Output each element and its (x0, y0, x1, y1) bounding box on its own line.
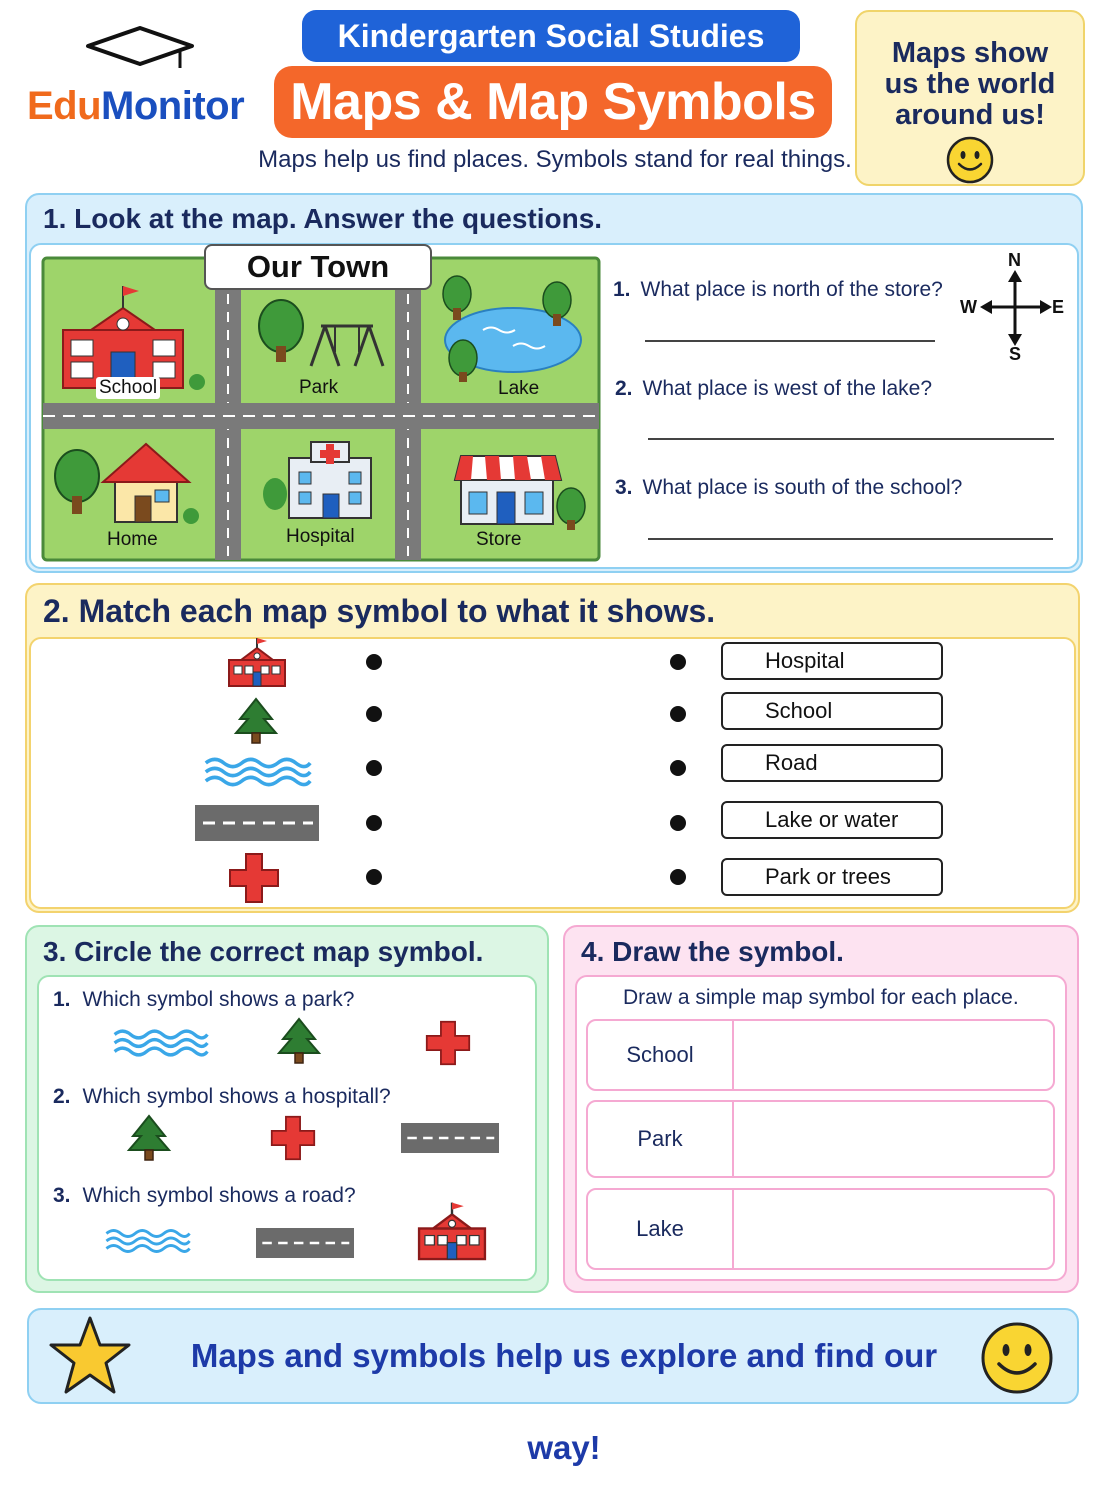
q2-option-road-icon[interactable] (401, 1123, 499, 1153)
circle-question-2: 2. Which symbol shows a hospitall? (53, 1085, 391, 1108)
match-word-school: School (721, 692, 943, 730)
match-dot-right-3[interactable] (670, 760, 686, 776)
circle-question-3: 3. Which symbol shows a road? (53, 1184, 356, 1207)
section-3-heading: 3. Circle the correct map symbol. (43, 936, 484, 967)
brand-logo (27, 84, 244, 129)
map-label-park: Park (299, 377, 339, 398)
q1-option-water-icon[interactable] (113, 1026, 209, 1060)
q2-option-tree-icon[interactable] (127, 1114, 173, 1164)
subject-banner: Kindergarten Social Studies (302, 10, 800, 62)
match-word-park: Park or trees (721, 858, 943, 896)
match-word-hospital: Hospital (721, 642, 943, 680)
match-dot-right-5[interactable] (670, 869, 686, 885)
map-question-3: 3. What place is south of the school? (615, 476, 963, 499)
note-line-3: around us! (895, 99, 1045, 131)
tree-symbol-icon (234, 697, 280, 747)
footer-message: Maps and symbols help us explore and find our way! (190, 1337, 938, 1466)
match-dot-right-2[interactable] (670, 706, 686, 722)
note-line-2: us the world (884, 68, 1056, 100)
water-symbol-icon (198, 754, 318, 790)
town-map (43, 258, 599, 560)
compass-west: W (960, 297, 977, 317)
brand-part-monitor: Monitor (101, 84, 245, 128)
smiley-icon (945, 135, 995, 185)
answer-line-3[interactable] (648, 538, 1053, 540)
draw-label-park: Park (588, 1102, 734, 1176)
match-dot-right-4[interactable] (670, 815, 686, 831)
compass-north: N (1008, 250, 1021, 270)
school-symbol-icon (222, 636, 292, 690)
match-dot-left-5[interactable] (366, 869, 382, 885)
circle-question-1: 1. Which symbol shows a park? (53, 988, 355, 1011)
compass-south: S (1009, 344, 1022, 364)
star-icon (47, 1314, 133, 1398)
match-dot-left-2[interactable] (366, 706, 382, 722)
match-word-lake: Lake or water (721, 801, 943, 839)
match-word-road: Road (721, 744, 943, 782)
q3-option-school-icon[interactable] (412, 1198, 492, 1266)
draw-row-park[interactable] (586, 1100, 1055, 1178)
draw-label-school: School (588, 1021, 734, 1089)
page-title: Maps & Map Symbols (274, 66, 832, 138)
compass-rose (956, 250, 1072, 364)
draw-row-lake[interactable] (586, 1188, 1055, 1270)
hospital-symbol-icon (228, 852, 280, 904)
draw-label-lake: Lake (588, 1190, 734, 1268)
draw-row-school[interactable] (586, 1019, 1055, 1091)
answer-line-2[interactable] (648, 438, 1054, 440)
q1-option-tree-icon[interactable] (277, 1017, 323, 1067)
section-4-heading: 4. Draw the symbol. (581, 936, 844, 967)
q1-option-hospital-icon[interactable] (425, 1020, 471, 1066)
map-label-store: Store (476, 529, 522, 550)
map-question-2: 2. What place is west of the lake? (615, 377, 932, 400)
q3-option-road-icon[interactable] (256, 1228, 354, 1258)
match-dot-left-3[interactable] (366, 760, 382, 776)
answer-line-1[interactable] (645, 340, 935, 342)
section-2-heading: 2. Match each map symbol to what it shows. (43, 593, 716, 629)
draw-instructions: Draw a simple map symbol for each place. (623, 986, 1019, 1009)
footer-banner (27, 1308, 1079, 1466)
match-dot-left-4[interactable] (366, 815, 382, 831)
map-label-hospital: Hospital (286, 526, 355, 547)
section-1-heading: 1. Look at the map. Answer the questions. (43, 203, 603, 234)
brand-part-edu: Edu (27, 84, 102, 128)
match-dot-left-1[interactable] (366, 654, 382, 670)
q3-option-water-icon[interactable] (105, 1226, 191, 1256)
match-dot-right-1[interactable] (670, 654, 686, 670)
map-label-home: Home (107, 529, 158, 550)
note-box (855, 10, 1085, 186)
road-symbol-icon (195, 805, 319, 841)
map-question-1: 1. What place is north of the store? (613, 278, 943, 301)
map-label-school: School (96, 377, 160, 399)
q2-option-hospital-icon[interactable] (270, 1115, 316, 1161)
tagline: Maps help us find places. Symbols stand for real things. (258, 146, 852, 173)
map-label-lake: Lake (498, 378, 540, 399)
map-title: Our Town (204, 244, 432, 290)
note-line-1: Maps show (891, 37, 1049, 69)
footer-smiley-icon (979, 1320, 1055, 1396)
compass-east: E (1052, 297, 1065, 317)
graduation-cap-icon (84, 24, 196, 76)
